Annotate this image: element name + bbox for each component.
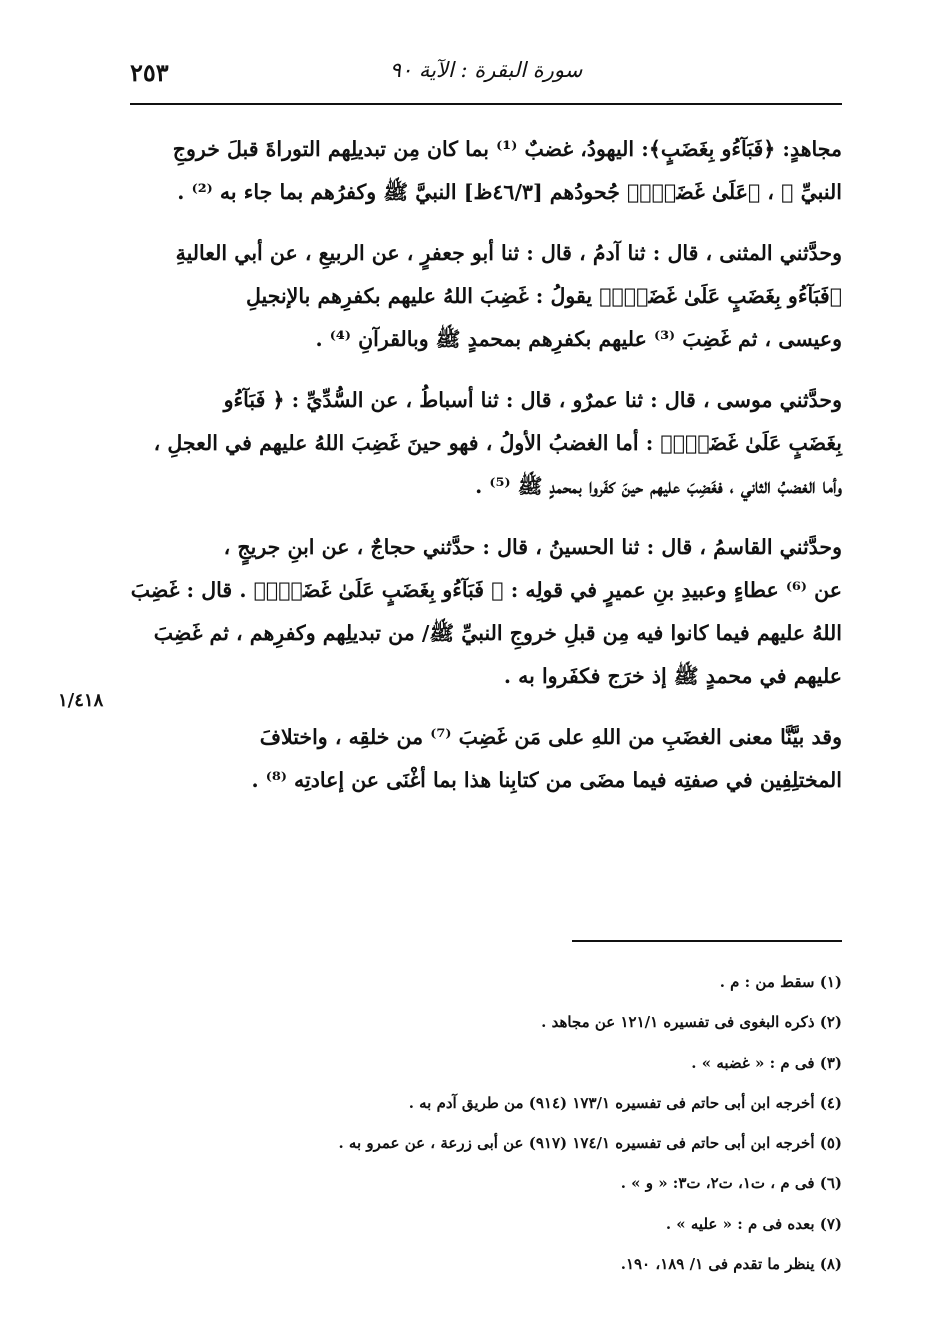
text-line: ﴿فَبَآءُو بِغَضَبٍ عَلَىٰ غَضَبٍۚ﴾ يقولُ : غَضِبَ اللهُ عليهم بكفرِهم بالإنجيلِ [246,284,842,308]
paragraph-mujahid [130,128,842,214]
footnote: (٣) فى م : « غضبه » . [691,1053,842,1072]
running-head: سورة البقرة : الآية ٩٠ [389,58,583,82]
footnote-rule [572,940,842,942]
page-header [130,52,842,98]
text-line: وقد بيَّنَّا معنى الغضَبِ من اللهِ على مَن غَضِبَ ⁽⁷⁾ من خلقِه ، واختلافَ [259,725,842,749]
footnote: (٧) بعده فى م : « عليه » . [665,1214,842,1233]
page-number: ٢٥٣ [130,58,169,87]
footnote: (٢) ذكره البغوى فى تفسيره ١٢١/١ عن مجاهد . [541,1013,842,1032]
paragraph-conclusion [130,716,842,802]
text-line: وحدَّثني القاسمُ ، قال : ثنا الحسينُ ، قال : حدَّثني حجاجٌ ، عن ابنِ جريجٍ ، [223,535,842,559]
text-line: عليهم في محمدٍ ﷺ إذ خرَج فكفَروا به . [503,664,842,688]
text-line: وحدَّثني المثنى ، قال : ثنا آدمُ ، قال : ثنا أبو جعفرٍ ، عن الربيعِ ، عن أبي العاليةِ [175,241,842,265]
text-line: مجاهدٍ: ﴿فَبَآءُو بِغَضَبٍ﴾: اليهودُ، غضبٌ ⁽¹⁾ بما كان مِن تبديلِهم التوراةَ قبلَ خروجِ [172,137,842,161]
header-rule [130,103,842,105]
text-line: عن ⁽⁶⁾ عطاءٍ وعبيدِ بنِ عميرٍ في قولِه : ﴿ فَبَآءُو بِغَضَبٍ عَلَىٰ غَضَبٍۚ﴾ . قال : غَضِبَ [130,578,842,602]
text-line: وحدَّثني موسى ، قال : ثنا عمرٌو ، قال : ثنا أسباطُ ، عن السُّدِّيِّ : ﴿ فَبَآءُو [223,388,842,412]
footnote: (٦) فى م ، ت١، ت٢، ت٣: « و » . [620,1174,842,1193]
margin-reference: ١/٤١٨ [58,690,104,711]
text-line: النبيِّ ﷺ ، ﴿عَلَىٰ غَضَبٍۚ﴾ جُحودُهم [٤٦/٣ظ] النبيَّ ﷺ وكفرُهم بما جاء به ⁽²⁾ . [177,180,842,204]
footnote: (١) سقط من : م . [719,973,842,991]
paragraph-muthanna [130,232,842,361]
text-line: اللهُ عليهم فيما كانوا فيه مِن قبلِ خروجِ النبيِّ ﷺ/ من تبديلِهم وكفرِهم ، ثم غَضِبَ [153,621,842,645]
footnote: (٥) أخرجه ابن أبى حاتم فى تفسيره ١٧٤/١ (٩١٧) عن أبى زرعة ، عن عمرو به . [338,1134,842,1153]
footnotes [130,962,842,1284]
paragraph-musa [130,379,842,508]
paragraph-qasim [130,526,842,698]
text-line: بِغَضَبٍ عَلَىٰ غَضَبٍۚ﴾ : أما الغضبُ الأولُ ، فهو حينَ غَضِبَ اللهُ عليهم في العجلِ ، [153,431,842,455]
footnote: (٨) ينظر ما تقدم فى ١/ ١٨٩، ١٩٠. [620,1255,842,1274]
main-text [130,128,842,820]
footnote: (٤) أخرجه ابن أبى حاتم فى تفسيره ١٧٣/١ (٩١٤) من طريق آدم به . [408,1093,842,1112]
text-line: وأما الغضبُ الثاني ، فغَضِبَ عليهم حينَ كفَروا بمحمدٍ ﷺ ⁽⁵⁾ . [475,474,842,498]
text-line: وعيسى ، ثم غَضِبَ ⁽³⁾ عليهم بكفرِهم بمحمدٍ ﷺ وبالقرآنِ ⁽⁴⁾ . [315,327,842,351]
text-line: المختلِفِين في صفتِه فيما مضَى من كتابِنا هذا بما أغْنَى عن إعادتِه ⁽⁸⁾ . [251,768,842,792]
